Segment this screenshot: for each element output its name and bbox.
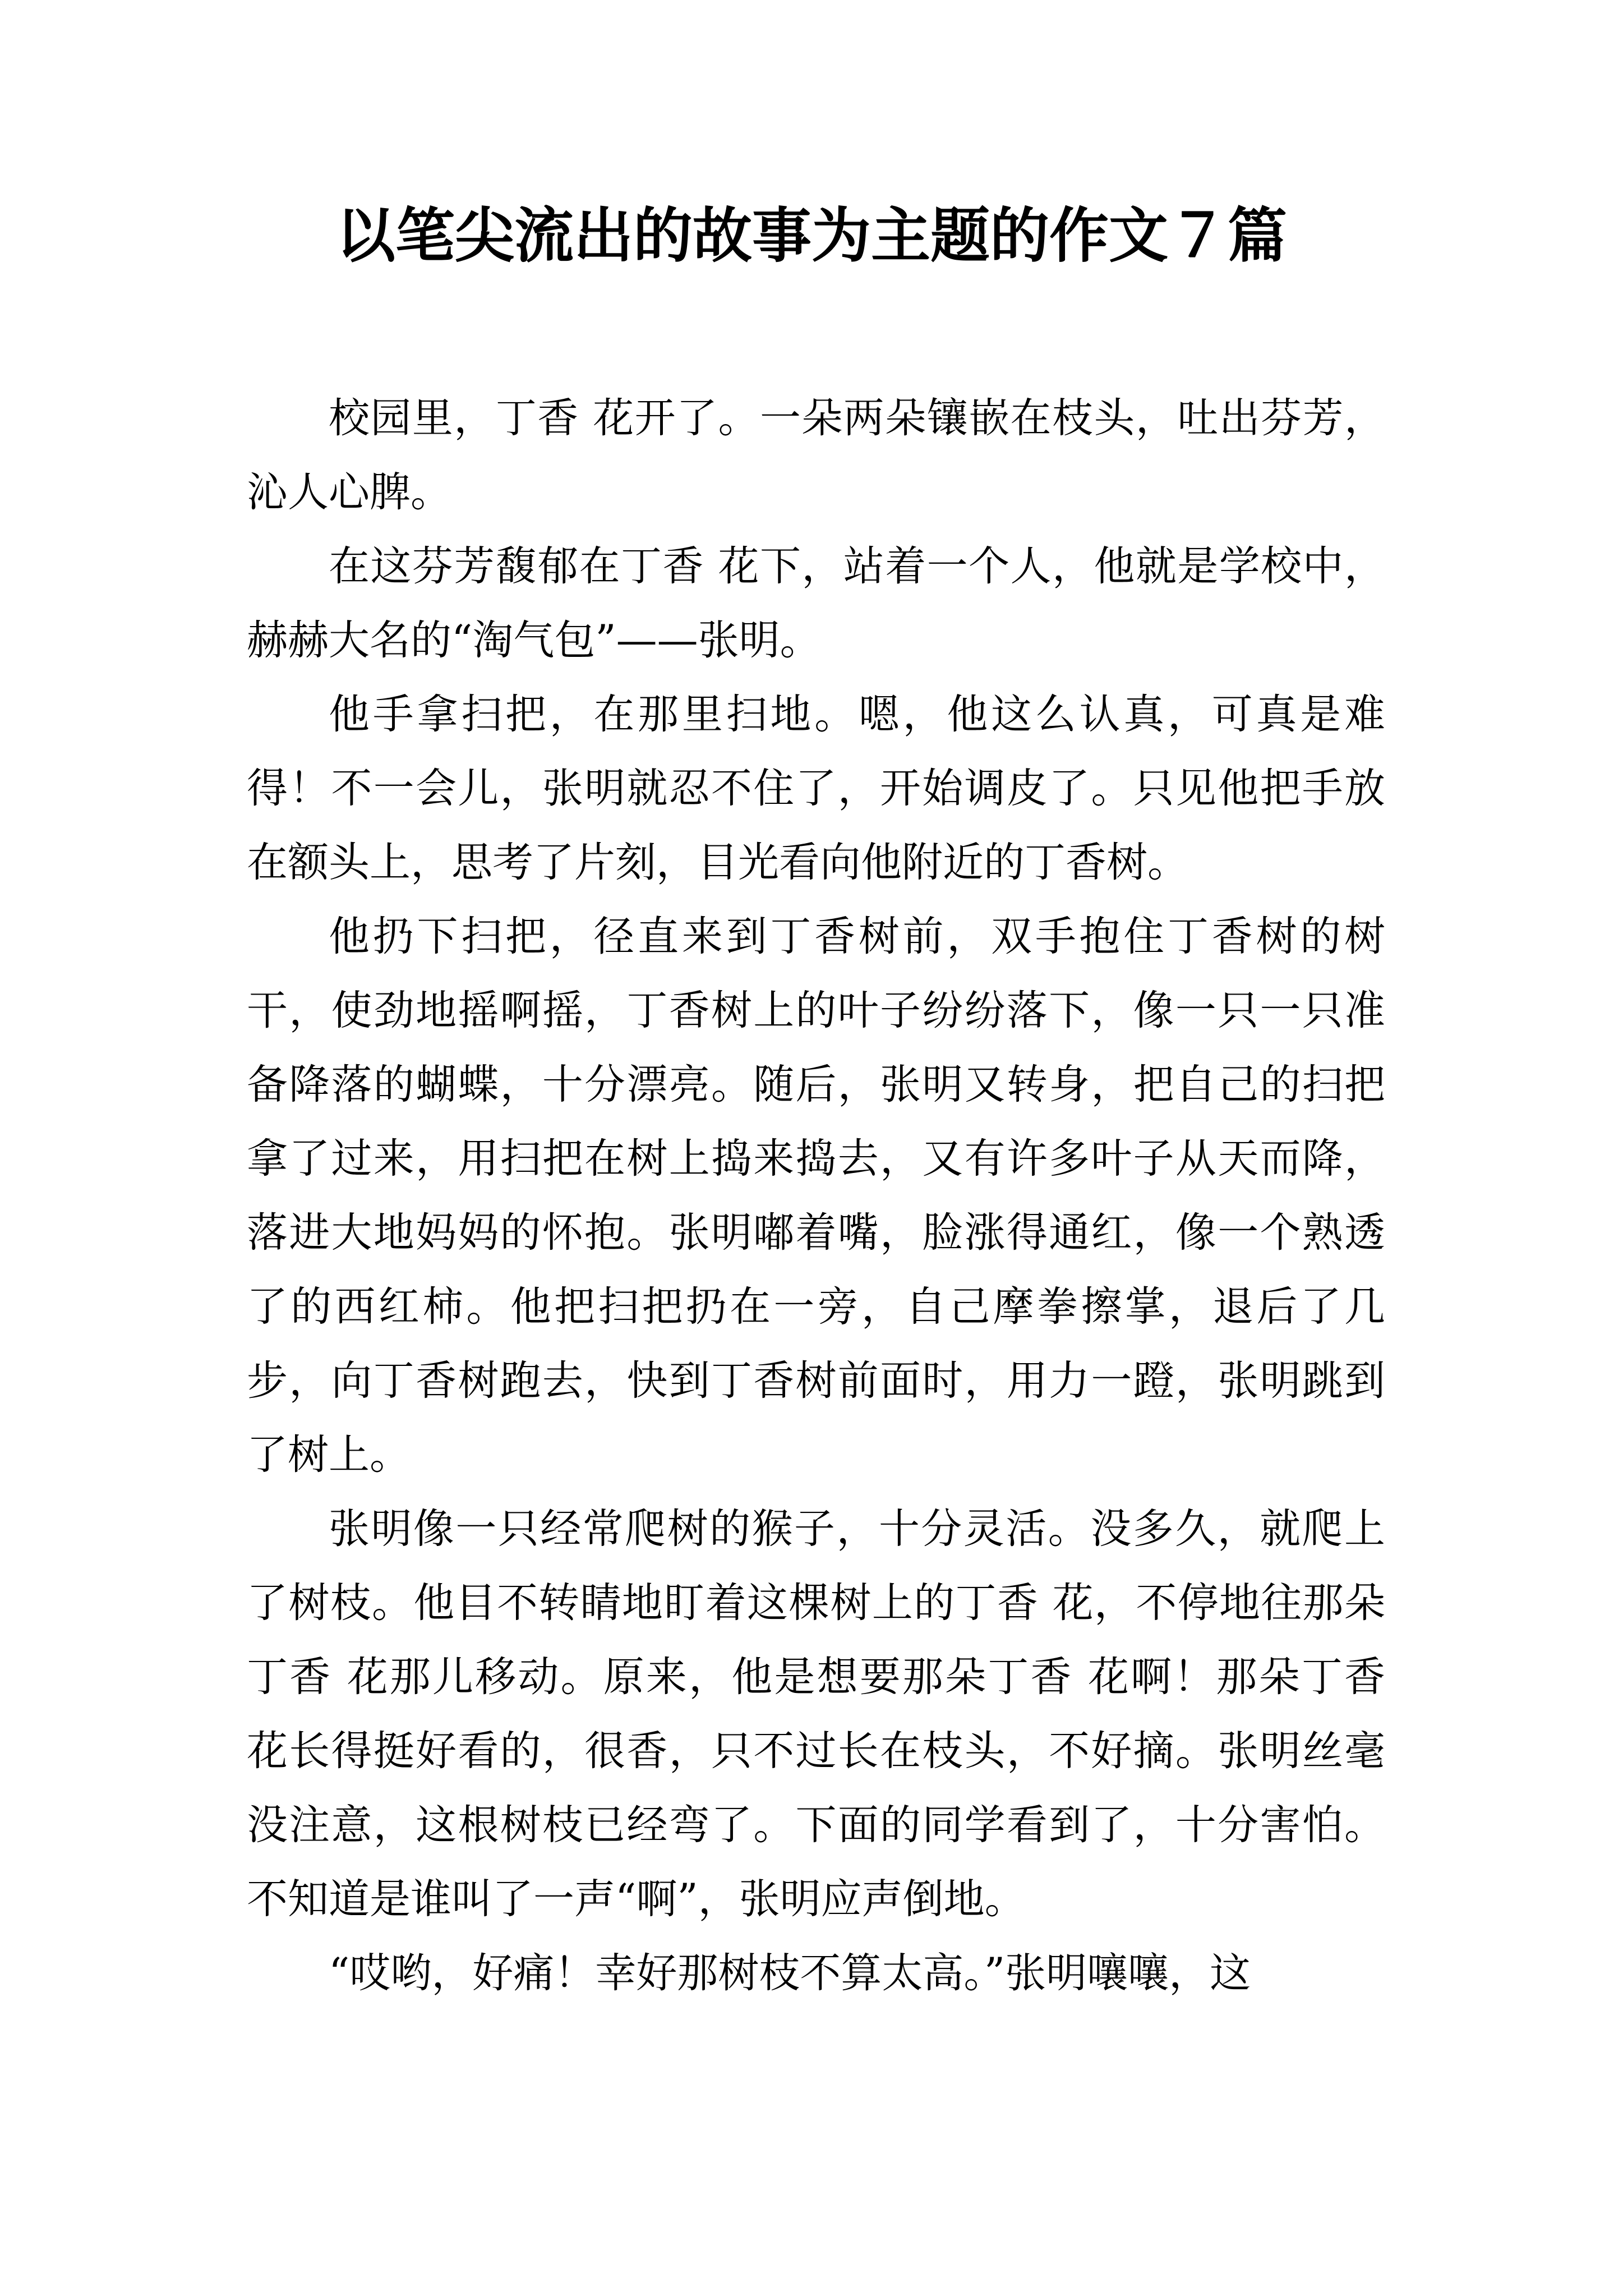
paragraph: “哎哟，好痛！幸好那树枝不算太高。”张明嚷嚷，这 [329,1949,1251,1997]
paragraph: 张明像一只经常爬树的猴子，十分灵活。没多久，就爬上了树枝。他目不转睛地盯着这棵树上的丁香 花，不停地往那朵丁香 花那儿移动。原来，他是想要那朵丁香 花啊！那朵丁香 花长得挺好看的，很香，只不过长在枝头，不好摘。张明丝毫没注意，这根树枝已经弯了。下面的同学看到了，十分害怕。不知道是谁叫了一声“啊”，张明应声倒地。 [247,1505,1385,1923]
paragraph: 在这芬芳馥郁在丁香 花下，站着一个人，他就是学校中，赫赫大名的“淘气包”——张明。 [247,542,1385,664]
document-title: 以笔尖流出的故事为主题的作文７篇 [336,200,1287,270]
paragraph: 他扔下扫把，径直来到丁香树前，双手抱住丁香树的树干，使劲地摇啊摇，丁香树上的叶子纷纷落下，像一只一只准备降落的蝴蝶，十分漂亮。随后，张明又转身，把自己的扫把拿了过来，用扫把在树上捣来捣去，又有许多叶子从天而降，落进大地妈妈的怀抱。张明嘟着嘴，脸涨得通红，像一个熟透了的西红柿。他把扫把扔在一旁，自己摩拳擦掌，退后了几步，向丁香树跑去，快到丁香树前面时，用力一蹬，张明跳到了树上。 [247,913,1385,1479]
paragraph: 他手拿扫把，在那里扫地。嗯，他这么认真，可真是难得！不一会儿，张明就忍不住了，开始调皮了。只见他把手放在额头上，思考了片刻，目光看向他附近的丁香树。 [247,691,1385,886]
paragraph: 校园里，丁香 花开了。一朵两朵镶嵌在枝头，吐出芬芳，沁人心脾。 [247,394,1385,516]
document-body [247,381,1385,2010]
